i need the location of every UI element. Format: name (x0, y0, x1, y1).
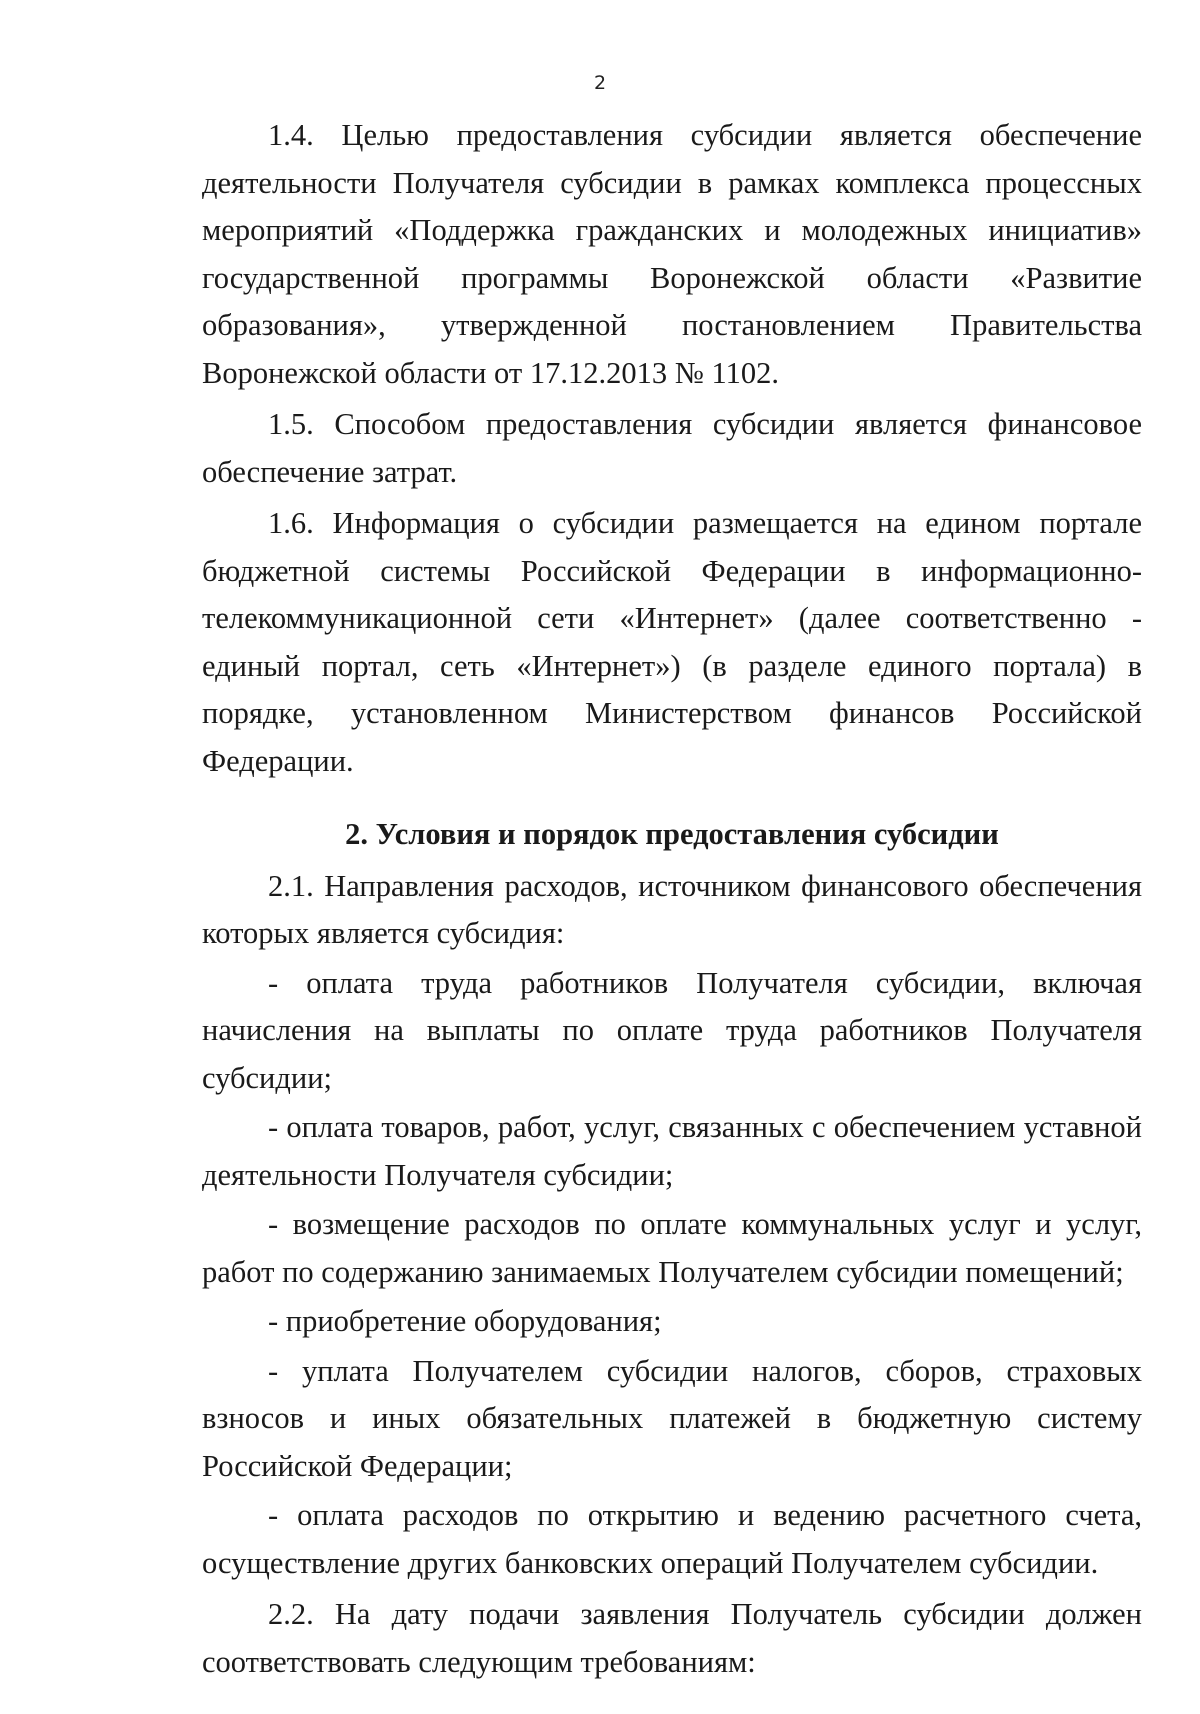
list-item: - оплата товаров, работ, услуг, связанных с обеспечением уставной деятельности Получателя субсидии; (202, 1110, 1142, 1192)
paragraph-2-1: 2.1. Направления расходов, источником финансового обеспечения которых является субсидия: (202, 868, 1142, 950)
paragraph-1-6: 1.6. Информация о субсидии размещается на едином портале бюджетной системы Российской Федерации в информационно-телекоммуникационной сети «Интернет» (далее соответственно - единый портал, сеть «Интернет») (в разделе единого портала) в порядке, установленном Министерством финансов Российской Федерации. (202, 506, 1142, 778)
document-body (202, 112, 1142, 1686)
paragraph-2-2: 2.2. На дату подачи заявления Получатель субсидии должен соответствовать следующим требованиям: (202, 1597, 1142, 1679)
section-2-heading: 2. Условия и порядок предоставления субсидии (345, 817, 999, 851)
paragraph-1-4: 1.4. Целью предоставления субсидии является обеспечение деятельности Получателя субсидии в рамках комплекса процессных мероприятий «Поддержка гражданских и молодежных инициатив» государственной программы Воронежской области «Развитие образования», утвержденной постановлением Правительства Воронежской области от 17.12.2013 № 1102. (202, 118, 1142, 390)
list-item: - оплата расходов по открытию и ведению расчетного счета, осуществление других банковских операций Получателем субсидии. (202, 1498, 1142, 1580)
paragraph-1-5: 1.5. Способом предоставления субсидии является финансовое обеспечение затрат. (202, 407, 1142, 489)
page-number: 2 (593, 72, 607, 94)
list-item: - приобретение оборудования; (268, 1304, 662, 1338)
list-item: - возмещение расходов по оплате коммунальных услуг и услуг, работ по содержанию занимаемых Получателем субсидии помещений; (202, 1207, 1142, 1289)
list-item: - оплата труда работников Получателя субсидии, включая начисления на выплаты по оплате труда работников Получателя субсидии; (202, 965, 1142, 1095)
list-item: - уплата Получателем субсидии налогов, сборов, страховых взносов и иных обязательных платежей в бюджетную систему Российской Федерации; (202, 1353, 1142, 1483)
